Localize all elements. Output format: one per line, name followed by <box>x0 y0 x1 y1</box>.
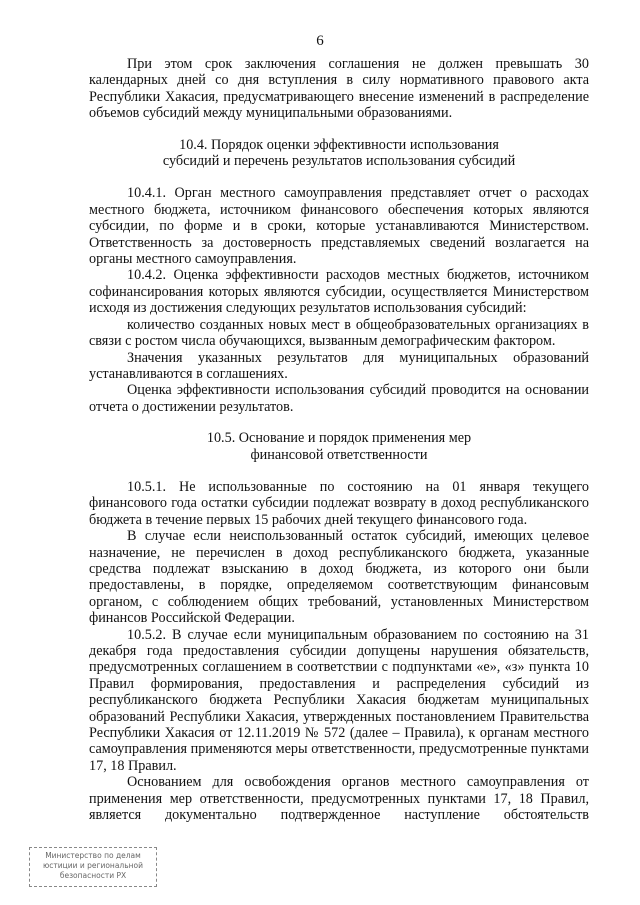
section-10-5-title-line2: финансовой ответственности <box>250 446 428 463</box>
paragraph-results: количество созданных новых мест в общеобразовательных организациях в связи с ростом числа обучающихся, вызванным демографическим фактором. <box>89 316 589 350</box>
page-number: 6 <box>316 33 324 49</box>
section-10-4-title-line2: субсидий и перечень результатов использования субсидий <box>162 153 516 170</box>
paragraph-values: Значения указанных результатов для муниципальных образований устанавливаются в соглашениях. <box>89 349 589 382</box>
paragraph-10-4-2: 10.4.2. Оценка эффективности расходов местных бюджетов, источником софинансирования которых являются субсидии, осуществляется Министерством исходя из достижения следующих результатов использования субсидий: <box>89 267 589 317</box>
paragraph-10-4-1: 10.4.1. Орган местного самоуправления представляет отчет о расходах местного бюджета, источником финансового обеспечения которых являются субсидии, по форме и в сроки, которые устанавливаются Министерством. Ответственность за достоверность представляемых сведений возлагается на органы местного самоуправления. <box>89 185 589 268</box>
paragraph-exemption: Основанием для освобождения органов местного самоуправления от применения мер ответственности, предусмотренных пунктами 17, 18 Правил, является документально подтвержденное наступление обстоятельств <box>89 774 589 824</box>
registration-stamp <box>29 847 157 887</box>
section-10-4-title-line1: 10.4. Порядок оценки эффективности использования <box>179 136 499 153</box>
stamp-line-3: безопасности РХ <box>59 871 127 880</box>
paragraph-intro: При этом срок заключения соглашения не должен превышать 30 календарных дней со дня вступления в силу нормативного правового акта Республики Хакасия, предусматривающего внесение изменений в распределение объемов субсидий между муниципальными образованиями. <box>89 56 589 122</box>
paragraph-unused-balance: В случае если неиспользованный остаток субсидий, имеющих целевое назначение, не перечислен в доход республиканского бюджета, указанные средства подлежат взысканию в доход бюджета, из которого они были предоставлены, в порядке, определяемом соответствующим финансовым органом, с соблюдением общих требований, установленных Министерством финансов Российской Федерации. <box>89 528 589 627</box>
stamp-line-1: Министерство по делам <box>45 851 141 860</box>
paragraph-10-5-1: 10.5.1. Не использованные по состоянию на 01 января текущего финансового года остатки субсидии подлежат возврату в доход республиканского бюджета в течение первых 15 рабочих дней текущего финансового года. <box>89 478 589 528</box>
document-body <box>89 56 589 823</box>
paragraph-evaluation: Оценка эффективности использования субсидий проводится на основании отчета о достижении результатов. <box>89 382 589 415</box>
section-10-5-title-line1: 10.5. Основание и порядок применения мер <box>206 430 472 447</box>
stamp-line-2: юстиции и региональной <box>42 861 144 870</box>
paragraph-10-5-2: 10.5.2. В случае если муниципальным образованием по состоянию на 31 декабря года предоставления субсидии допущены нарушения обязательств, предусмотренных соглашением в соответствии с подпунктами «е», «з» пункта 10 Правил формирования, предоставления и распределения субсидий из республиканского бюджета Республики Хакасия бюджетам муниципальных образований Республики Хакасия, утвержденных постановлением Правительства Республики Хакасия от 12.11.2019 № 572 (далее – Правила), к органам местного самоуправления применяются меры ответственности, предусмотренные пунктами 17, 18 Правил. <box>89 626 589 774</box>
